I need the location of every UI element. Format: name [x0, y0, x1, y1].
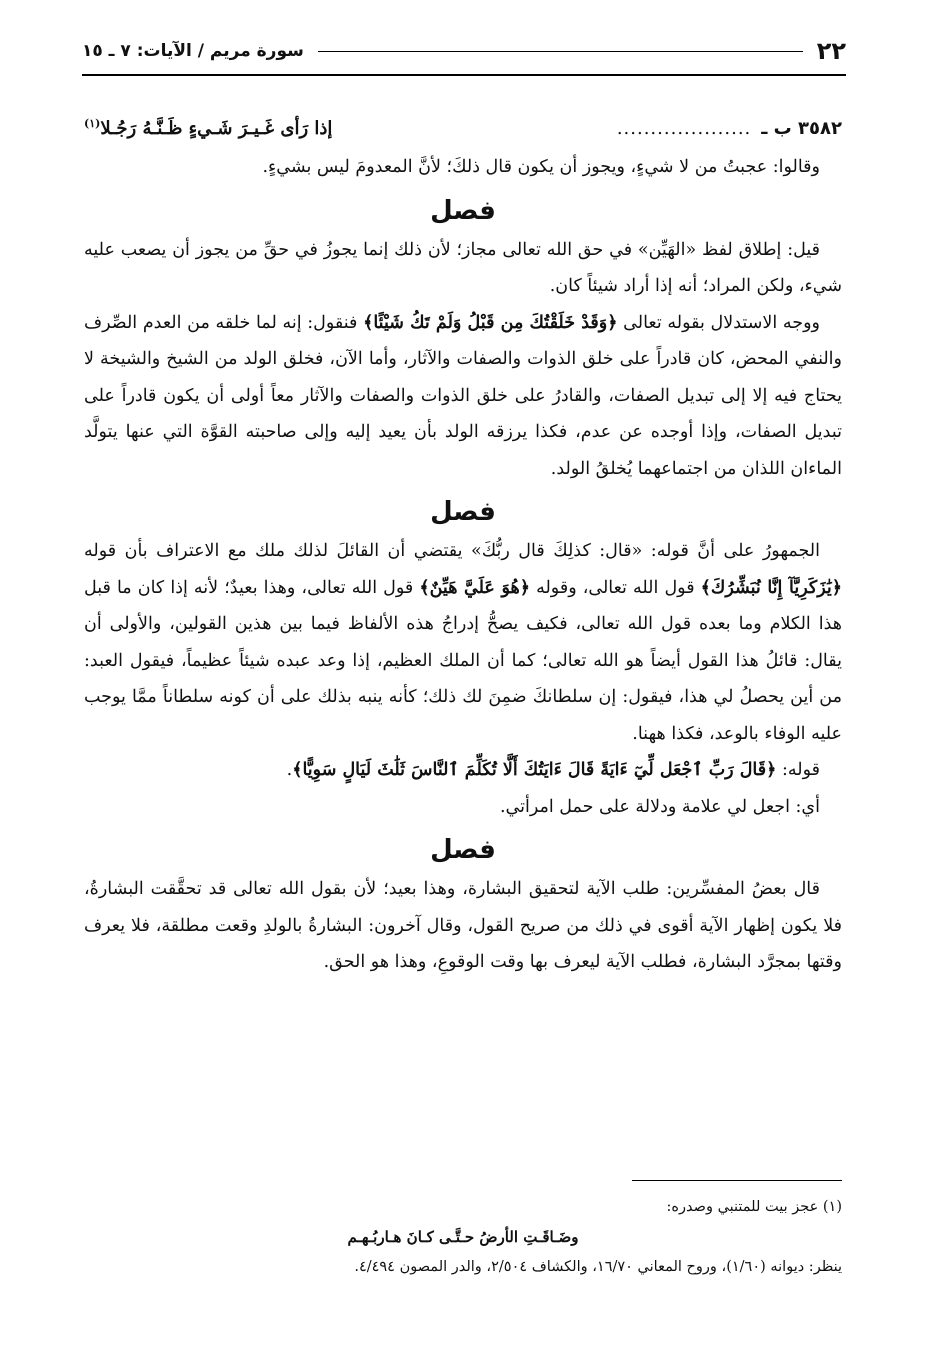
quran-verse: ﴿قَالَ رَبِّ ٱجْعَل لِّيٓ ءَايَةً قَالَ ءَايَتُكَ أَلَّا تُكَلِّمَ ٱلنَّاسَ ثَلَٰثَ لَيَالٍ سَوِيًّا﴾	[292, 760, 777, 780]
paragraph: أي: اجعل لي علامة ودلالة على حمل امرأتي.	[499, 796, 820, 817]
quran-verse: ﴿هُوَ عَلَيَّ هَيِّنٌ﴾	[419, 577, 530, 598]
page-number: ٢٢	[816, 37, 846, 65]
paragraph-text: قوله:	[781, 760, 820, 780]
paragraph-text: قول الله تعالى، وهذا بعيدٌ؛ لأنه إذا كان ما قبل هذا الكلام وما بعده قول الله تعالى، فكيف يصحُّ إدراجُ هذه الألفاظ فيما بين هذين القولين، والأولى أن يقال: قائلُ هذا القول أيضاً هو الله تعالى؛ كما أن الملك العظيم، إذا وعد عبده شيئاً عظيماً، فيقول العبد: من أين يحصلُ لي هذا، فيقول: إن سلطانكَ ضمِنَ لك ذلك؛ كأنه ينبه بذلك على أن كونه سلطاناً ممَّا يوجب عليه الوفاء بالوعد، فكذا ههنا.	[84, 577, 842, 744]
paragraph	[84, 533, 842, 752]
section-heading: فصل	[430, 195, 496, 226]
section-heading: فصل	[430, 497, 496, 527]
entry-number: ٣٥٨٢ ب ـ	[761, 118, 842, 139]
paragraph-text: ووجه الاستدلال بقوله تعالى	[623, 312, 820, 333]
paragraph: قال بعضُ المفسِّرين: طلب الآية لتحقيق البشارة، وهذا بعيد؛ لأن بقول الله تعالى قد تحقَّقت البشارةُ، فلا يكون إظهار الآية أقوى في ذلك من صريح القول، وقال آخرون: البشارةُ بالولدِ وقعت مطلقة، فلا يعرف وقتها بمجرَّد البشارة، فطلب الآية ليعرف بها وقت الوقوعِ، وهذا هو الحق.	[84, 879, 842, 972]
surah-title: سورة مريم / الآيات: ٧ ـ ١٥	[82, 41, 304, 61]
paragraph-text: الجمهورُ على أنَّ قوله: «قال: كذلِكَ قال ربُّكَ» يقتضي أن القائلَ لذلك ملك مع الاعتراف بأن قوله	[84, 541, 820, 561]
entry-verse-text: إذا رَأى غَـيـرَ شَـيءٍ ظَـنَّـهُ رَجُـلا	[100, 118, 333, 139]
entry-dots: ....................	[616, 118, 752, 139]
paragraph: قيل: إطلاق لفظ «الهَيِّن» في حق الله تعالى مجاز؛ لأن ذلك إنما يجوزُ في حقِّ من يجوز أن يصعب عليه شيء، ولكن المراد؛ أنه إذا أراد شيئاً كان.	[84, 239, 842, 296]
footnote-verse: وضَـاقَـتِ الأرضُ حـتَّـى كـانَ هـاربُـهـم	[347, 1228, 579, 1246]
footnote-line: ينظر: ديوانه (١/٦٠)، وروح المعاني ١٦/٧٠، والكشاف ٢/٥٠٤، والدر المصون ٤/٤٩٤.	[354, 1259, 842, 1275]
header-rule	[82, 74, 846, 76]
paragraph: وقالوا: عجبتُ من لا شيءٍ، ويجوز أن يكون قال ذلكَ؛ لأنَّ المعدومَ ليس بشيءٍ.	[262, 157, 820, 177]
paragraph-text: قول الله تعالى، وقوله	[536, 577, 695, 598]
quran-verse: ﴿يَٰزَكَرِيَّآ إِنَّا نُبَشِّرُكَ﴾	[700, 577, 842, 598]
page-header	[82, 32, 846, 70]
paragraph	[84, 752, 842, 789]
paragraph-text: فنقول: إنه لما خلقه من العدم الصِّرف والنفي المحض، كان قادراً على خلق الذوات والصفات والآثار، وأما الآن، فخلق الولد من الشيخ والشيخة لا يحتاج فيه إلا إلى تبديل الصفات، والقادرُ على خلق الذوات والصفات والآثار معاً أولى أن يكون قادراً على تبديل الصفات، وإذا أوجده عن عدم، فكذا يرزقه الولد بأن يعيد إليه وإلى صاحبته القوَّة التي عنها يتولَّد الماءان اللذان من اجتماعهما يُخلقُ الولد.	[84, 312, 842, 479]
footnote-line: (١) عجز بيت للمتنبي وصدره:	[666, 1199, 842, 1215]
footnotes	[84, 1192, 842, 1282]
entry-verse	[84, 104, 332, 149]
quran-verse: ﴿وَقَدْ خَلَقْتُكَ مِن قَبْلُ وَلَمْ تَكُ شَيْئًا﴾	[363, 312, 618, 333]
footnote-rule	[632, 1180, 842, 1181]
header-line	[318, 51, 803, 52]
section-heading: فصل	[430, 835, 496, 865]
poetry-entry	[84, 104, 842, 149]
paragraph-text: .	[286, 760, 293, 780]
paragraph	[84, 305, 842, 488]
footnote-marker: (١)	[84, 117, 101, 130]
main-text	[84, 104, 842, 981]
